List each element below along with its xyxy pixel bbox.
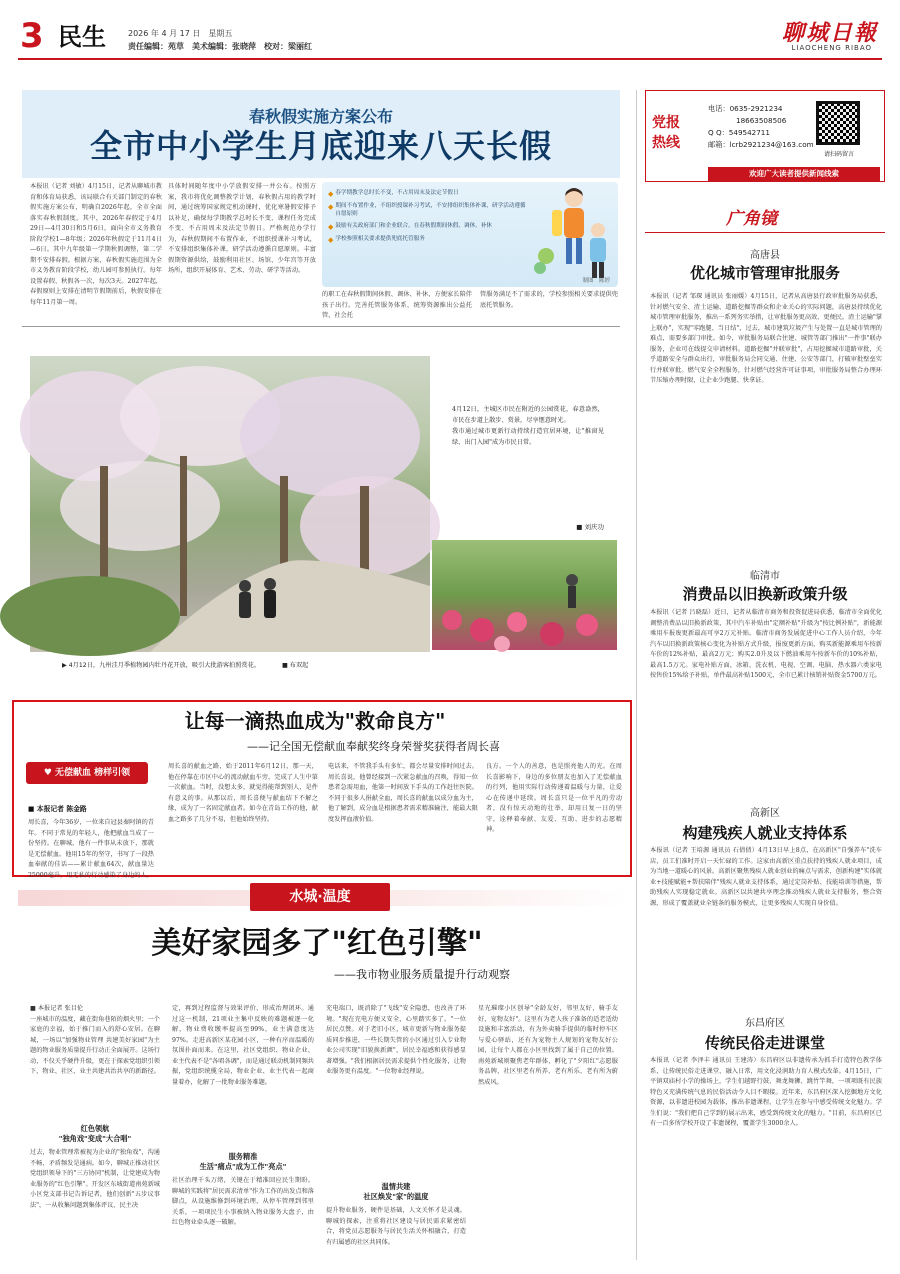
qq-label: Q Q： [708, 128, 729, 137]
story2-col3: 电话来，不管我手头有多忙，都会尽量安排时间过去。周长喜说，他曾经接到一次紧急献血的召唤，得知一位患者急需用血，他第一时间放下手头的工作赶往医院。不同于很多人捐献全血，周长喜的献血以成分血为主，他了解到，成分血是根据患者需求精准输注，能最大限度发挥血液价值。 [328, 763, 478, 823]
story3-col2-b: 社区治理千头万绪，关键在于精准回应民生期盼。聊城的实践将"居民需求清单"作为工作的出发点和落脚点，从设施维修到环境治理，从停车管理到邻里关系，一项项民生小事被纳入物业服务大盘子，由红色物业牵头逐一破解。 [172, 1177, 314, 1226]
item4-body: 本报讯（记者 李泽丰 通讯员 王建涛）东昌府区以非遗传承为抓手打造特色教学体系，让传统民俗走进课堂、融入日常，用文化浸润助力育人模式改革。4月15日，广平镇双庙村小学的操场上，学生们越野行鼓、舞龙舞狮、跳竹竿舞，一项项既有民族特色又充满传统气息的民俗活动令人目不暇接。近年来，东昌府区深入挖掘地方文化资源，以非遗进校园为载体，推出非遗课程，让学生在参与中感受传统文化魅力。学生们说："我们把自己学到的展示出来，感受到传统文化的魅力。"目前，东昌府区已有一百多所学校开设了非遗课程，覆盖学生3000余人。 [650, 1057, 882, 1127]
bullet-dot-icon: ◆ [328, 223, 334, 231]
story1-kicker: 春秋假实施方案公布 [248, 107, 393, 126]
phone-row-2 [708, 115, 814, 127]
story3-col3: 充电端口，既消除了"飞线"安全隐患，也改善了环境。"现在充电方便又安全，心里踏实多了。"一位居民点赞。对于老旧小区，城市更新与物业服务提质同步推进，一些长期失管的小区通过引入专业物业公司实现"旧貌换新颜"，居民幸福感和获得感显著增强。"我们根据居民需求提供个性化服务，让物业服务更有温度。"一位物业经理说。 [326, 1005, 466, 1075]
story1-col2: 具体时间随年度中小学放假安排一并公布。按照方案，我市将优化调整教学计划，春秋假占用的教学时间，通过统筹国家规定机动课时，优化寒暑假安排予以补足，确保每学期教学总时长不变、课程任务完成不变、不占用周末及法定节假日。严格规范办学行为，春秋假期间不布置作业，不组织授课补习考试，不安排组织集体补课，研学活动遵循自愿原则。丰富假期资源供给，鼓励利用社区、场馆、少年宫等开放场所，组织开展体育、艺术、劳动、研学等活动。 [168, 183, 316, 274]
story3-col3-b: 提升物业服务，硬件是基础，人文关怀才是灵魂。聊城的探索，注重将社区建设与居民需求紧密结合，将党员志愿服务与居民生活关怀相融合，打造有归属感的社区共同体。 [326, 1207, 466, 1246]
heart-icon: ♥ [43, 768, 56, 778]
item3-headline: 构建残疾人就业支持体系 [682, 824, 848, 842]
side-credit: ■ 刘庆功 [576, 523, 604, 531]
phone-1[interactable]: 0635-2921234 [729, 104, 783, 113]
hotline-box [645, 90, 885, 182]
park-scene-icon [30, 356, 430, 652]
story2-reporter: ■ 本报记者 陈金路 [28, 805, 87, 813]
badge-text: 无偿献血 榜样引领 [55, 768, 131, 778]
bullet-dot-icon: ◆ [328, 203, 334, 211]
children-illustration-icon [532, 186, 616, 284]
email-label: 邮箱： [708, 140, 730, 149]
section-banner [250, 883, 390, 911]
item4-headline: 传统民俗走进课堂 [704, 1034, 825, 1052]
item2-place: 临清市 [750, 571, 780, 582]
story1-col3: 的职工在春秋假期间休假、调休、补休，方便家长陪伴孩子出行。完善托管服务体系，统筹资源推出公益托管，社会托 [322, 291, 472, 319]
story3-col4: 星光璀璨小区创导"全龄友好，邻里友好，骑手友好，宠物友好"。这里有为老人孩子准备的适老适幼设施和丰富活动，有为外卖骑手提供的临时停车区与爱心驿站，还有为宠物主人规划的宠物友好公园，让每个人都在小区里找到了属于自己的位置。南苑新城则聚焦老年群体，孵化了"夕阳红"志愿服务品牌，社区里老有所养、老有所乐、老有所为蔚然成风。 [478, 1005, 618, 1086]
paper-name: 聊城日報 [781, 21, 878, 46]
item4-place: 东昌府区 [745, 1018, 785, 1029]
page-number: 3 [20, 16, 44, 56]
phone-row [708, 103, 814, 115]
bottom-credit: ■ 布双起 [281, 662, 309, 669]
masthead [18, 14, 882, 62]
story2-badge [26, 762, 148, 784]
paper-name-en: LIAOCHENG RIBAO [791, 44, 872, 52]
bullet-dot-icon: ◆ [328, 236, 334, 244]
bullet-2 [328, 203, 528, 218]
story3-col1: ■ 本报记者 张目伦 一座城市的温度，藏在街角巷陌的烟火里；一个家庭的幸福，始于推门而入的舒心安居。在聊城，一场以"加强物业管理 共建美好家园"为主题的物业服务质量提升行动正全面展开。这场行动，不仅关乎硬件升级，更在于探索党组织引领下，物业、社区、业主共建共治共享的新路径。 [30, 1005, 160, 1075]
section-name: 民生 [58, 23, 106, 51]
bullet-2-text: 期间不布置作业，不组织授课补习考试，不安排组织集体补课，研学活动遵循自愿原则 [335, 203, 526, 217]
story2-col2: 周长喜的献血之路，始于2011年6月12日，那一天，他在停靠在市区中心的流动献血车旁，完成了人生中第一次献血。当时，没想太多，就觉得能帮到别人，是件有意义的事。从那以后，周长喜便与献血结下不解之缘，成为了一名固定献血者。如今在青岛工作的他，献血之路多了几分不易，但他始终坚持。 [168, 763, 318, 823]
story2-headline: 让每一滴热血成为"救命良方" [184, 709, 446, 733]
side-caption: 4月12日，主城区市民在附近的公园赏花，春意盎然，市民在步道上散步、赏景，尽享惬意时光。 我市通过城市更新行动持续打造宜居环境，让"推窗见绿、出门入园"成为市民日常。 [452, 406, 604, 446]
hotline-label-1: 党报 [652, 115, 680, 131]
hotline-contacts [708, 103, 814, 151]
bullet-dot-icon: ◆ [328, 190, 334, 198]
phone-label: 电话： [708, 104, 730, 113]
peony-flowers-icon [432, 540, 617, 650]
qr-code-icon[interactable] [816, 101, 860, 145]
story3-subhead: ——我市物业服务质量提升行动观察 [334, 968, 510, 981]
item3-body: 本报讯（记者 王培源 通讯员 石倩倩）4月13日早上8点，在高新区"自强养车"洗车店，员工们准时开启一天忙碌的工作。这家由高新区重点扶持的残疾人就业项目，成为当地一道暖心的风景。高新区聚焦残疾人就业创业的痛点与需求，创新构建"实体就业+技能赋能+帮扶陪伴"残疾人就业支持体系，通过定岗补贴、技能培训等措施，帮助残疾人实现稳定就业。高新区以共建共享理念推动残疾人就业支持服务，整合资源，形成了覆盖就业全链条的服务模式，让更多残疾人实现自身价值。 [650, 847, 882, 907]
bullet-3 [328, 223, 528, 231]
main-photo [30, 356, 430, 652]
hotline-banner: 欢迎广大读者提供新闻线索 [708, 167, 880, 181]
story2-col4: 良方。一个人的善意，也是照亮他人的光。在周长喜影响下，身边的多位朋友也加入了无偿献血的行列，他用实际行动传递着温暖与力量，让爱心在传递中延续。周长喜只是一位平凡的劳动者，没有惊天动地的壮举，却用日复一日的坚守，诠释着奉献、友爱、互助、进步的志愿精神。 [486, 763, 622, 833]
story3-col3-sub: 温情共建 社区焕发"家"的温度 [363, 1182, 429, 1201]
bullet-list [328, 190, 528, 244]
date-line: 2026 年 4 月 17 日 星期五 [128, 29, 233, 38]
right-column-title: 广角镜 [726, 209, 777, 229]
story2-subhead: ——记全国无偿献血奉献奖终身荣誉奖获得者周长喜 [247, 740, 500, 753]
bullet-3-text: 鼓励有关政府部门和企业联合，在春秋假期间休假、调休、补休 [335, 223, 493, 229]
side-caption-box [452, 404, 604, 534]
phone-2[interactable]: 18663508506 [736, 116, 787, 125]
hotline-label [652, 113, 680, 153]
qq-row [708, 127, 814, 139]
story1-col1: 本报讯（记者 刘敏）4月15日，记者从聊城市教育和体育局获悉，该局联合有关部门制定的春秋假实施方案公布，明确自2026年起，全市全面落实春秋假制度。其中，2026年春假定于4月29日—4月30日和5月6日，面向全市义务教育阶段学校1—8年级；2026年秋假定于11月4日—6日。其中九年级第一学期秋假调整，第二学期不安排春假。根据方案，春秋假实施范围为全市义务教育阶段学校，幼儿园可参照执行。每年设置春假、秋假各一次，每次3天。2027年起，春假原则上安排在清明节假期前后，秋假安排在每年11月第一周。 [30, 183, 162, 306]
divider [22, 326, 620, 327]
story3-col1-sub: 红色领航 "独角戏"变成"大合唱" [58, 1124, 132, 1143]
qq-number[interactable]: 549542711 [728, 128, 770, 137]
story3-col1-b: 过去，物业管理常被视为企业的"独角戏"，沟通不畅、矛盾频发是通病。如今，聊城正推动社区党组织领导下的"三方协同"机制，让党建成为物业服务的"红色引擎"。开发区东城街道南苑新城小区党支部书记告诉记者，他们创新"五步议事法"，一从收集问题到集体评议、民主决 [30, 1149, 160, 1209]
item1-place: 高唐县 [750, 250, 780, 261]
email-address[interactable]: lcrb2921234@163.com [729, 140, 814, 149]
story3-col2: 定，再到过程监督与效果评价，形成治理闭环。通过这一机制，21项业主集中反映的难题被逐一化解，物业费收缴率提高至99%，业主满意度达97%。走进高新区某花园小区，一种有序而温暖的氛围扑面而来。在这里，社区党组织、物业企业、业主代表不是"各唱各调"，而是通过联动机制同频共振，党组织统揽全局，物业企业、业主代表一起商量着办，化解了一批物业服务难题。 [172, 1005, 314, 1086]
item1-headline: 优化城市管理审批服务 [689, 264, 840, 282]
bullet-1-text: 春学期教学总时长不变，不占用周末及法定节假日 [335, 190, 459, 196]
email-row [708, 139, 814, 151]
bullet-1 [328, 190, 528, 198]
story3-headline: 美好家园多了"红色引擎" [151, 926, 483, 961]
bottom-caption-text: 4月12日，九州洼月季植物园内牡丹花开放，吸引大批游客拍照赏花。 [68, 662, 260, 669]
story2-col1: 周长喜，今年36岁，一位来自冠县秦阿镇的青年。不同于常见的年轻人，他把献血当成了一份坚持。在聊城，他有一件事从未放下，那就是无偿献血。他用15年的坚守，书写了一段热血奉献的佳话——累计献血64次，献血量达25000毫升，用无私的行动感染了身边的人。 [28, 819, 154, 879]
item2-headline: 消费品以旧换新政策升级 [682, 585, 848, 603]
illustration-credit: 制图 陈婷 [582, 278, 610, 284]
masthead-rule [18, 58, 882, 60]
bullet-4-text: 学校参照相关要求提供兜底托管服务 [335, 236, 425, 242]
caption-triangle-icon: ▶ [62, 662, 69, 669]
story1-headline: 全市中小学生月底迎来八天长假 [89, 127, 552, 165]
side-photo [432, 540, 617, 650]
column-divider [636, 90, 637, 1260]
qr-caption: 请扫码留言 [823, 151, 854, 158]
editors-line: 责任编辑：苑草 美术编辑：张晓萍 校对：梁丽红 [128, 42, 312, 51]
section-banner-text: 水城·温度 [289, 889, 351, 905]
bottom-caption [62, 660, 602, 669]
story1-col4: 管服务满足不了需求的，学校参照相关要求提供兜底托管服务。 [480, 291, 618, 309]
bullet-4 [328, 236, 528, 244]
story3-col2-sub: 服务精准 生活"痛点"成为工作"亮点" [199, 1152, 287, 1171]
story1-illustration [322, 182, 618, 287]
item3-place: 高新区 [750, 808, 780, 819]
item1-body: 本报讯（记者 邹琛 通讯员 张丽媛）4月15日，记者从高唐县行政审批服务局获悉，针对燃气安全、渣土运输、道路挖掘等群众和企业关心的实际问题，高唐县持续优化城市管理审批服务，推出一系列务实举措，让审批服务更高效、更便民。渣土运输"掌上联办"，实现"零跑腿、当日结"，过去，城市建筑垃圾产生与处置一直是城市管理的难点，需要多部门审批。如今，审批服务局联合住建、城管等部门推出"一件事"联办服务，企业可在线提交申请材料。道路挖掘"并联审批"，占用挖掘城市道路审批，关乎道路安全与群众出行，审批服务局会同交通、住建、公安等部门，打破审批壁垒实行并联审批。燃气安全全程服务，针对燃气经营许可证事项，审批服务局整合办理环节压缩办理时限，让企业少跑腿、快拿证。 [650, 293, 882, 384]
item2-body: 本报讯（记者 吕晓磊）近日，记者从临清市商务和投资促进局获悉，临清市全面优化调整消费品以旧换新政策，其中汽车补贴由"定额补贴"升级为"按比例补贴"，新能源乘用车报废更新最高可享2万元补贴。临清市商务发展促进中心工作人员介绍，今年汽车以旧换新政策核心变化为补贴方式升级，报废更新方面，购买新能源乘用车按新车价的12%补贴，最高2万元；购买2.0升及以下燃油乘用车按新车价的10%补贴，最高1.5万元。家电补贴方面，冰箱、洗衣机、电视、空调、电脑、热水器六类家电按售价15%给予补贴，单件最高补贴1500元，全市已累计核销补贴资金5700万元。 [650, 609, 882, 679]
right-title-rule [645, 232, 885, 233]
hotline-label-2: 热线 [652, 135, 680, 151]
